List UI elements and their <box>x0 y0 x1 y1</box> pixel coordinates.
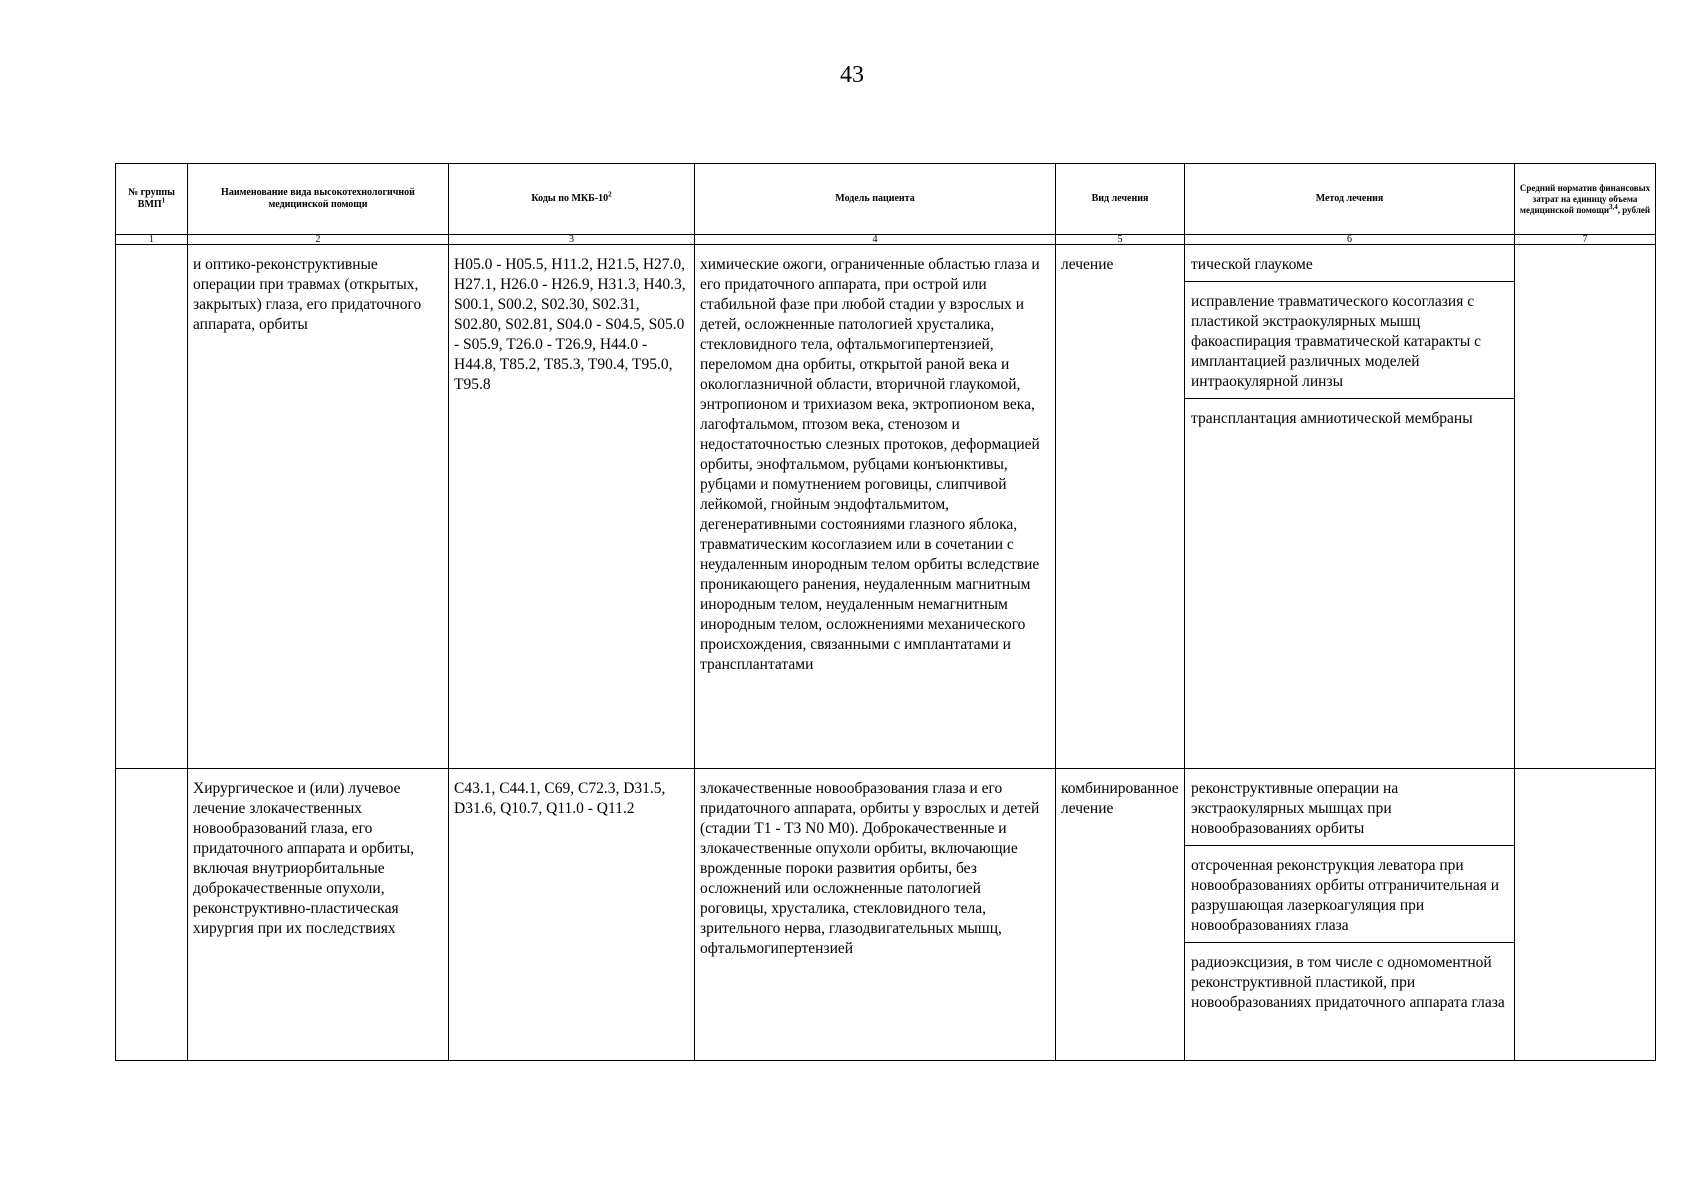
column-number: 7 <box>1515 235 1656 245</box>
column-number: 5 <box>1056 235 1185 245</box>
table-row <box>116 245 1656 769</box>
patient-model-cell: химические ожоги, ограниченные областью глаза и его придаточного аппарата, при острой или стабильной фазе при любой стадии у взрослых и детей, осложненные патологией хрусталика, стекловидного тела, офтальмогипертензией, переломом дна орбиты, открытой раной века и окологлазничной области, вторичной глаукомой, энтропионом и трихиазом века, эктропионом века, лагофтальмом, птозом века, стенозом и недостаточностью слезных протоков, деформацией орбиты, энофтальмом, рубцами конъюнктивы, рубцами и помутнением роговицы, слипчивой лейкомой, гнойным эндофтальмитом, дегенеративными состояниями глазного яблока, травматическим косоглазием или в сочетании с неудаленным инородным телом орбиты вследствие проникающего ранения, неудаленным магнитным инородным телом, неудаленным немагнитным инородным телом, осложнениями механического происхождения, связанными с имплантатами и трансплантатами <box>695 245 1056 769</box>
group-number-cell <box>116 769 188 1061</box>
treatment-method: реконструктивные операции на экстраокулярных мышцах при новообразованиях орбиты <box>1185 769 1514 846</box>
treatment-method: отсроченная реконструкция леватора при новообразованиях орбиты отграничительная и разрушающая лазеркоагуляция при новообразованиях глаза <box>1185 846 1514 943</box>
cost-norm-cell <box>1515 245 1656 769</box>
treatment-methods-cell <box>1185 769 1515 1061</box>
treatment-methods-cell <box>1185 245 1515 769</box>
patient-model-cell: злокачественные новообразования глаза и его придаточного аппарата, орбиты у взрослых и детей (стадии T1 - T3 N0 M0). Доброкачественные и злокачественные опухоли орбиты, включающие врожденные пороки развития орбиты, без осложнений или осложненные патологией роговицы, хрусталика, стекловидного тела, зрительного нерва, глазодвигательных мышц, офтальмогипертензией <box>695 769 1056 1061</box>
care-name-cell: Хирургическое и (или) лучевое лечение злокачественных новообразований глаза, его придаточного аппарата и орбиты, включая внутриорбитальные доброкачественные опухоли, реконструктивно-пластическая хирургия при их последствиях <box>188 769 449 1061</box>
header-patient-model: Модель пациента <box>695 164 1056 235</box>
icd-codes-cell: H05.0 - H05.5, H11.2, H21.5, H27.0, H27.1, H26.0 - H26.9, H31.3, H40.3, S00.1, S00.2, S02.30, S02.31, S02.80, S02.81, S04.0 - S04.5, S05.0 - S05.9, T26.0 - T26.9, H44.0 - H44.8, T85.2, T85.3, T90.4, T95.0, T95.8 <box>449 245 695 769</box>
group-number-cell <box>116 245 188 769</box>
header-icd-codes: Коды по МКБ-$10^2$ <box>449 164 695 235</box>
treatment-method: радиоэксцизия, в том числе с одномоментной реконструктивной пластикой, при новообразованиях придаточного аппарата глаза <box>1191 954 1505 1011</box>
care-name-cell: и оптико-реконструктивные операции при травмах (открытых, закрытых) глаза, его придаточного аппарата, орбиты <box>188 245 449 769</box>
header-row <box>116 164 1656 235</box>
header-group-number: № группы ВМП$^1$ <box>116 164 188 235</box>
procedures-table <box>115 163 1656 1061</box>
header-care-name: Наименование вида высокотехнологичной медицинской помощи <box>188 164 449 235</box>
column-number: 6 <box>1185 235 1515 245</box>
header-cost-norm: Средний норматив финансовых затрат на единицу объема медицинской помощи$^{3,4}$, рублей <box>1515 164 1656 235</box>
treatment-method: исправление травматического косоглазия с пластикой экстраокулярных мышц факоаспирация травматической катаракты с имплантацией различных моделей интраокулярной линзы <box>1185 282 1514 399</box>
treatment-method: трансплантация амниотической мембраны <box>1191 410 1473 427</box>
header-treatment-method: Метод лечения <box>1185 164 1515 235</box>
treatment-method: тической глаукоме <box>1185 245 1514 282</box>
table-row <box>116 769 1656 1061</box>
page-number: 43 <box>840 62 864 88</box>
icd-codes-cell: C43.1, C44.1, C69, C72.3, D31.5, D31.6, Q10.7, Q11.0 - Q11.2 <box>449 769 695 1061</box>
treatment-type-cell: лечение <box>1056 245 1185 769</box>
header-treatment-type: Вид лечения <box>1056 164 1185 235</box>
cost-norm-cell <box>1515 769 1656 1061</box>
column-number: 4 <box>695 235 1056 245</box>
column-number: 2 <box>188 235 449 245</box>
column-number: 1 <box>116 235 188 245</box>
column-numbers-row <box>116 235 1656 245</box>
treatment-type-cell: комбинированное лечение <box>1056 769 1185 1061</box>
column-number: 3 <box>449 235 695 245</box>
